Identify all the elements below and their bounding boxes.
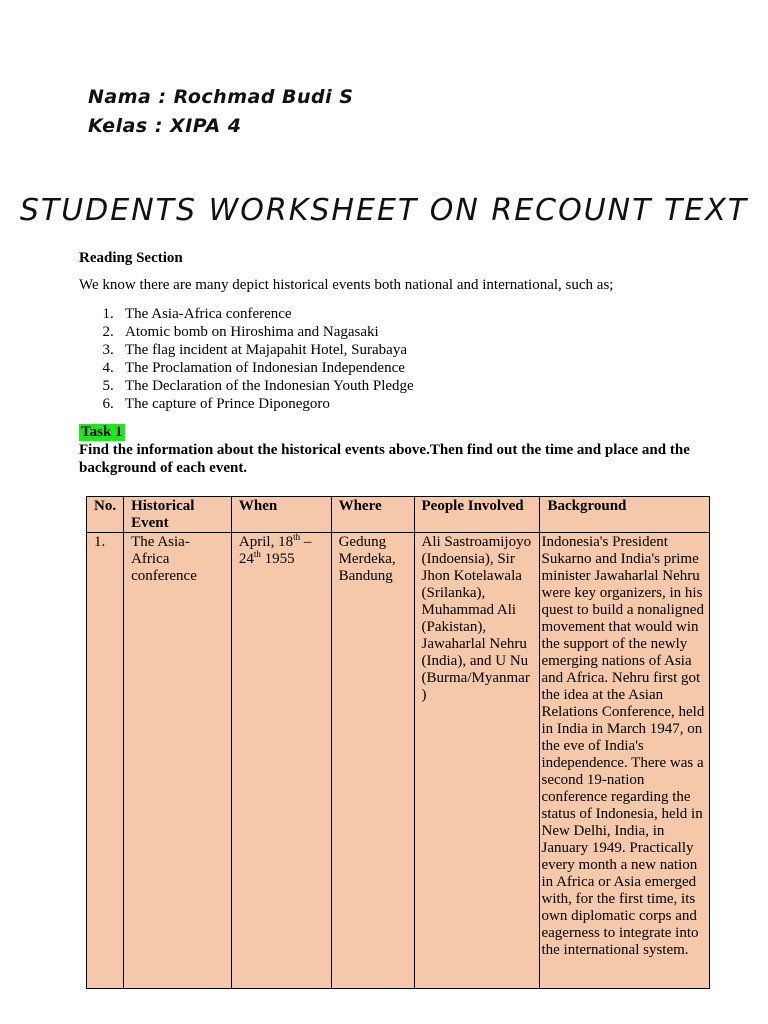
cell-when: April, 18th – 24th 1955 xyxy=(231,533,331,989)
historical-events-list xyxy=(79,305,414,413)
list-item: 6. The capture of Prince Diponegoro xyxy=(102,396,330,412)
col-header-background: Background xyxy=(540,497,710,533)
list-item: 2. Atomic bomb on Hiroshima and Nagasaki xyxy=(102,324,379,340)
list-item: 4. The Proclamation of Indonesian Independence xyxy=(102,360,405,376)
table-header-row xyxy=(87,497,710,533)
reading-section-heading: Reading Section xyxy=(79,250,183,266)
reading-intro: We know there are many depict historical events both national and international, such as; xyxy=(79,277,614,293)
task-instruction: Find the information about the historical events above.Then find out the time and place and the background of each event. xyxy=(79,442,690,476)
col-header-event: Historical Event xyxy=(124,497,232,533)
list-item: 1. The Asia-Africa conference xyxy=(102,306,292,322)
cell-no: 1. xyxy=(87,533,124,989)
col-header-when: When xyxy=(231,497,331,533)
cell-where: Gedung Merdeka, Bandung xyxy=(331,533,414,989)
cell-background: Indonesia's President Sukarno and India's prime minister Jawaharlal Nehru were key organizers, in his quest to build a nonaligned movement that would win the support of the newly emerging nations of Asia and Africa. Nehru first got the idea at the Asian Relations Conference, held in India in March 1947, on the eve of India's independence. There was a second 19-nation conference regarding the status of Indonesia, held in New Delhi, India, in January 1949. Practically every month a new nation in Africa or Asia emerged with, for the first time, its own diplomatic corps and eagerness to integrate into the international system. xyxy=(540,533,710,989)
cell-people: Ali Sastroamijoyo (Indoensia), Sir Jhon Kotelawala (Srilanka), Muhammad Ali (Pakistan), Jawaharlal Nehru (India), and U Nu (Burma/Myanmar ) xyxy=(414,533,540,989)
student-class: Kelas : XIPA 4 xyxy=(88,115,242,137)
cell-event: The Asia-Africa conference xyxy=(124,533,232,989)
list-item: 3. The flag incident at Majapahit Hotel, Surabaya xyxy=(102,342,407,358)
task-label: Task 1 xyxy=(81,424,123,440)
table-row xyxy=(87,533,710,989)
list-item: 5. The Declaration of the Indonesian Youth Pledge xyxy=(102,378,414,394)
col-header-no: No. xyxy=(87,497,124,533)
col-header-people: People Involved xyxy=(414,497,540,533)
col-header-where: Where xyxy=(331,497,414,533)
worksheet-title: STUDENTS WORKSHEET ON RECOUNT TEXT xyxy=(19,193,749,228)
student-name: Nama : Rochmad Budi S xyxy=(88,86,354,108)
events-table xyxy=(86,496,710,989)
